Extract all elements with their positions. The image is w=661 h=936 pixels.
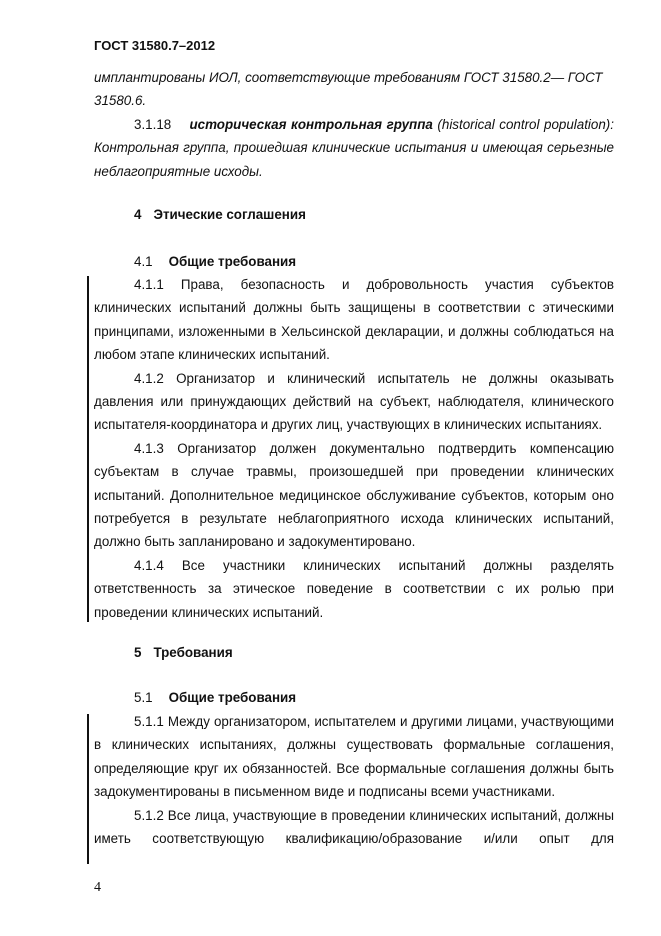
subsection-4-1-heading <box>134 254 296 269</box>
definition-number: 3.1.18 <box>134 117 172 132</box>
subsection-4-1-number: 4.1 <box>134 254 153 269</box>
revision-bar-section-5 <box>87 714 89 864</box>
section-5-number: 5 <box>134 645 142 660</box>
section-4-heading <box>134 207 306 222</box>
paragraph-4-1-3: 4.1.3 Организатор должен документально подтвердить компенсацию субъектам в случае травмы, произошедшей при проведении клинических испытаний. Дополнительное медицинское обслуживание субъектов, которым оно потребуется в результате неблагоприятного исхода клинических испытаний, должно быть запланировано и задокументировано. <box>94 440 614 550</box>
definition-text: (historical control population): Контрольная группа, прошедшая клинические испытания и имеющая серьезные неблагоприятные исходы. <box>94 117 614 179</box>
section-5-body <box>94 710 614 850</box>
section-4-body <box>94 273 614 624</box>
section-4-number: 4 <box>134 207 142 222</box>
subsection-5-1-title: Общие требования <box>168 690 297 705</box>
document-header: ГОСТ 31580.7–2012 <box>94 38 216 53</box>
subsection-5-1-number: 5.1 <box>134 690 153 705</box>
revision-bar-section-4 <box>87 276 89 622</box>
section-5-heading <box>134 645 233 660</box>
intro-line-1: имплантированы ИОЛ, соответствующие требованиям ГОСТ 31580.2— ГОСТ <box>94 70 603 85</box>
paragraph-4-1-2: 4.1.2 Организатор и клинический испытатель не должны оказывать давления или принуждающих действий на субъект, наблюдателя, клинического испытателя-координатора и других лиц, участвующих в клинических испытаниях. <box>94 370 614 433</box>
intro-continuation <box>94 66 614 113</box>
section-5-title: Требования <box>153 645 233 660</box>
section-4-title: Этические соглашения <box>153 207 306 222</box>
paragraph-5-1-1: 5.1.1 Между организатором, испытателем и другими лицами, участвующими в клинических испытаниях, должны существовать формальные соглашения, определяющие круг их обязанностей. Все формальные соглашения должны быть задокументированы в письменном виде и подписаны всеми участниками. <box>94 714 614 800</box>
paragraph-5-1-2: 5.1.2 Все лица, участвующие в проведении клинических испытаний, должны иметь соответствующую квалификацию/образование и/или опыт для <box>94 807 614 847</box>
subsection-4-1-title: Общие требования <box>168 254 297 269</box>
intro-line-2: 31580.6. <box>94 93 147 109</box>
subsection-5-1-heading <box>134 690 296 705</box>
paragraph-4-1-4: 4.1.4 Все участники клинических испытаний должны разделять ответственность за этическое поведение в соответствии с их ролью при проведении клинических испытаний. <box>94 557 614 620</box>
definition-term: историческая контрольная группа <box>189 117 433 132</box>
page-number: 4 <box>94 880 101 895</box>
paragraph-4-1-1: 4.1.1 Права, безопасность и добровольность участия субъектов клинических испытаний должны быть защищены в соответствии с этическими принципами, изложенными в Хельсинской декларации, и должны соблюдаться на любом этапе клинических испытаний. <box>94 277 614 363</box>
definition-3-1-18 <box>94 113 614 183</box>
